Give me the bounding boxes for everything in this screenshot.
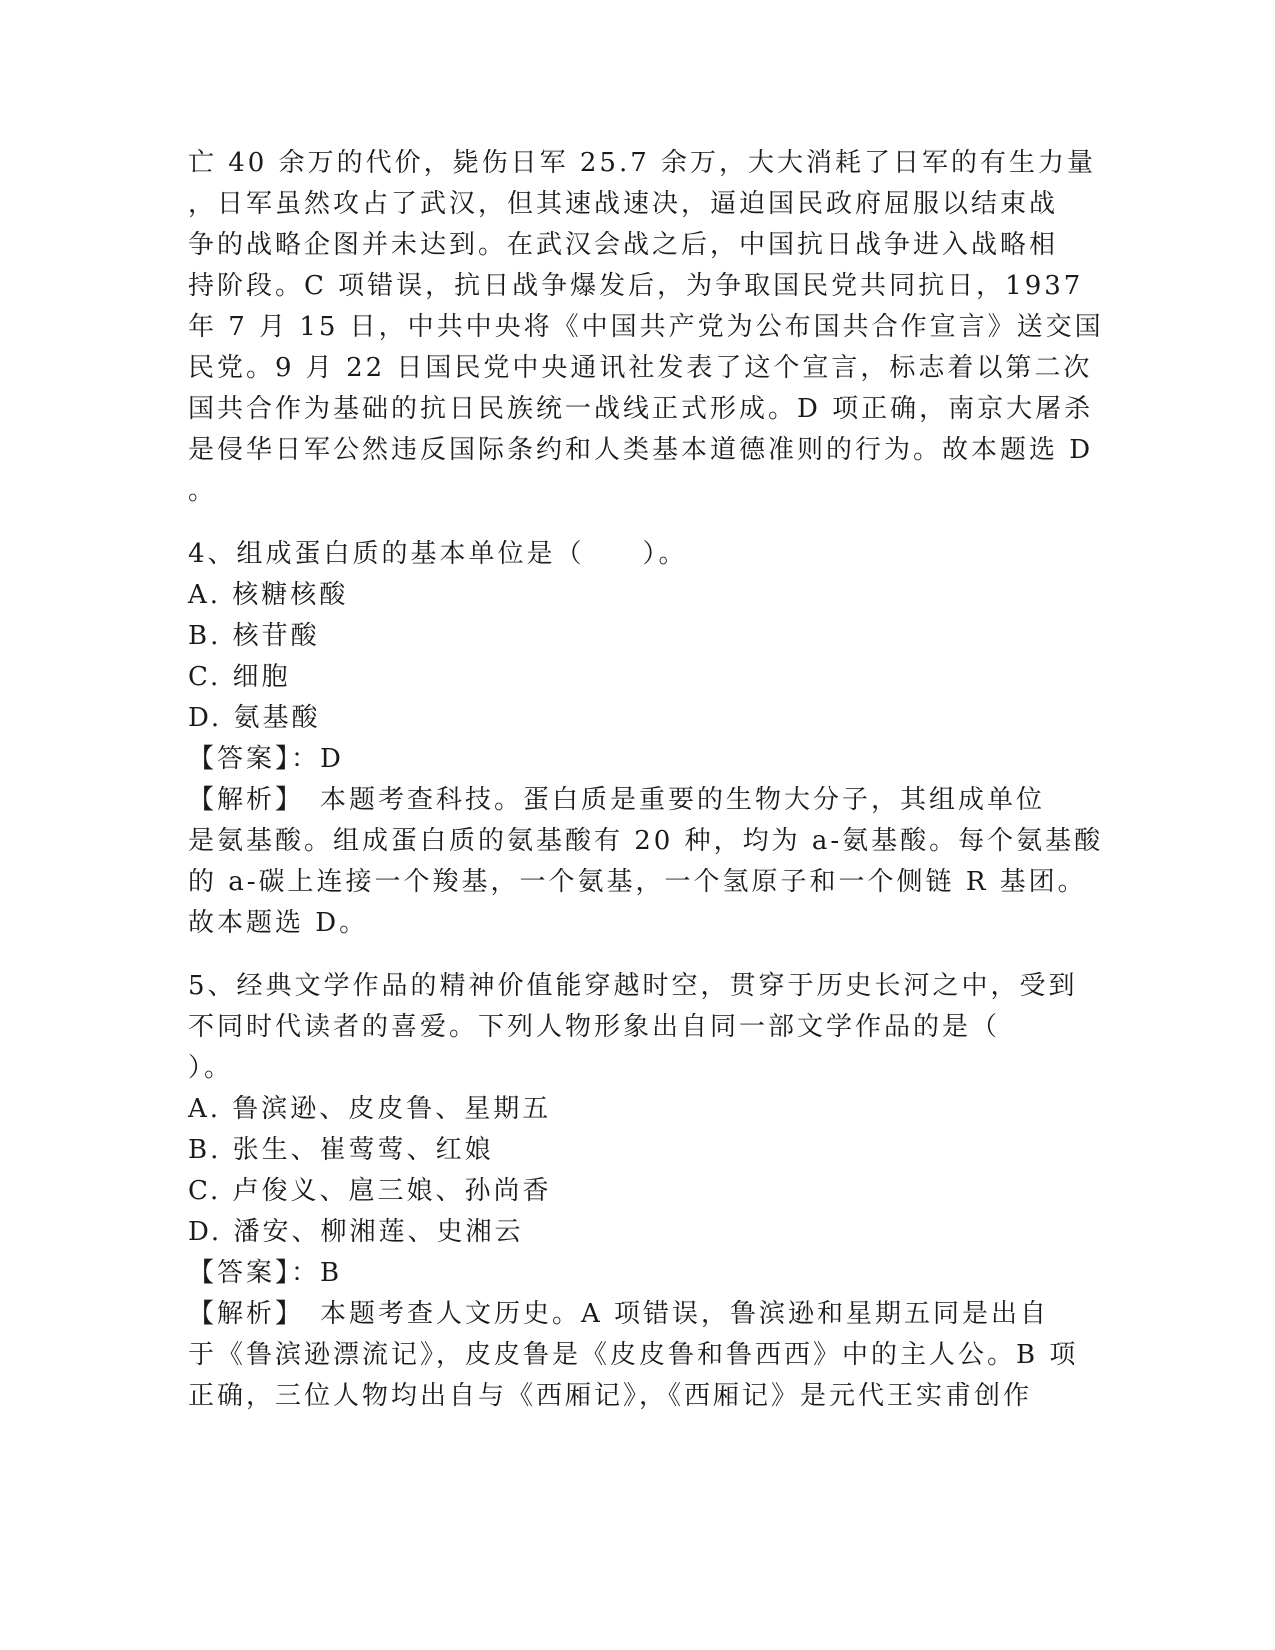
question-5-stem: 不同时代读者的喜爱。下列人物形象出自同一部文学作品的是（ [188, 1012, 1001, 1042]
question-4-analysis: 的 a-碳上连接一个羧基，一个氨基，一个氢原子和一个侧链 R 基团。 [188, 867, 1087, 897]
text-line: ，日军虽然攻占了武汉，但其速战速决，逼迫国民政府屈服以结束战 [188, 189, 1059, 219]
question-4-option-b: B. 核苷酸 [188, 621, 320, 651]
text-line: 国共合作为基础的抗日民族统一战线正式形成。D 项正确，南京大屠杀 [188, 394, 1094, 424]
question-5-stem: ）。 [188, 1053, 234, 1083]
question-5-option-d: D. 潘安、柳湘莲、史湘云 [188, 1217, 524, 1247]
question-4-option-c: C. 细胞 [188, 662, 291, 692]
question-4-stem: 4、组成蛋白质的基本单位是（ ）。 [188, 539, 688, 569]
text-line: 亡 40 余万的代价，毙伤日军 25.7 余万，大大消耗了日军的有生力量 [188, 148, 1097, 178]
text-line: 争的战略企图并未达到。在武汉会战之后，中国抗日战争进入战略相 [188, 230, 1059, 260]
question-5-option-c: C. 卢俊义、扈三娘、孙尚香 [188, 1176, 552, 1206]
question-4-option-a: A. 核糖核酸 [188, 580, 349, 610]
question-4-analysis: 是氨基酸。组成蛋白质的氨基酸有 20 种，均为 a-氨基酸。每个氨基酸 [188, 826, 1104, 856]
question-5-analysis: 于《鲁滨逊漂流记》，皮皮鲁是《皮皮鲁和鲁西西》中的主人公。B 项 [188, 1340, 1079, 1370]
text-line: 是侵华日军公然违反国际条约和人类基本道德准则的行为。故本题选 D [188, 435, 1094, 465]
text-line: 。 [188, 476, 218, 506]
question-5-option-a: A. 鲁滨逊、皮皮鲁、星期五 [188, 1094, 552, 1124]
question-5-analysis: 【解析】 本题考查人文历史。A 项错误，鲁滨逊和星期五同是出自 [188, 1299, 1050, 1329]
question-4-answer: 【答案】：D [188, 744, 344, 774]
question-4-analysis: 故本题选 D。 [188, 908, 369, 938]
question-5-option-b: B. 张生、崔莺莺、红娘 [188, 1135, 494, 1165]
text-line: 年 7 月 15 日，中共中央将《中国共产党为公布国共合作宣言》送交国 [188, 312, 1104, 342]
text-line: 民党。9 月 22 日国民党中央通讯社发表了这个宣言，标志着以第二次 [188, 353, 1093, 383]
text-line: 持阶段。C 项错误，抗日战争爆发后，为争取国民党共同抗日，1937 [188, 271, 1084, 301]
question-5-stem: 5、经典文学作品的精神价值能穿越时空，贯穿于历史长河之中，受到 [188, 971, 1078, 1001]
question-4-option-d: D. 氨基酸 [188, 703, 321, 733]
question-5-analysis: 正确，三位人物均出自与《西厢记》，《西厢记》是元代王实甫创作 [188, 1381, 1033, 1411]
question-5-answer: 【答案】：B [188, 1258, 343, 1288]
question-4-analysis: 【解析】 本题考查科技。蛋白质是重要的生物大分子，其组成单位 [188, 785, 1046, 815]
